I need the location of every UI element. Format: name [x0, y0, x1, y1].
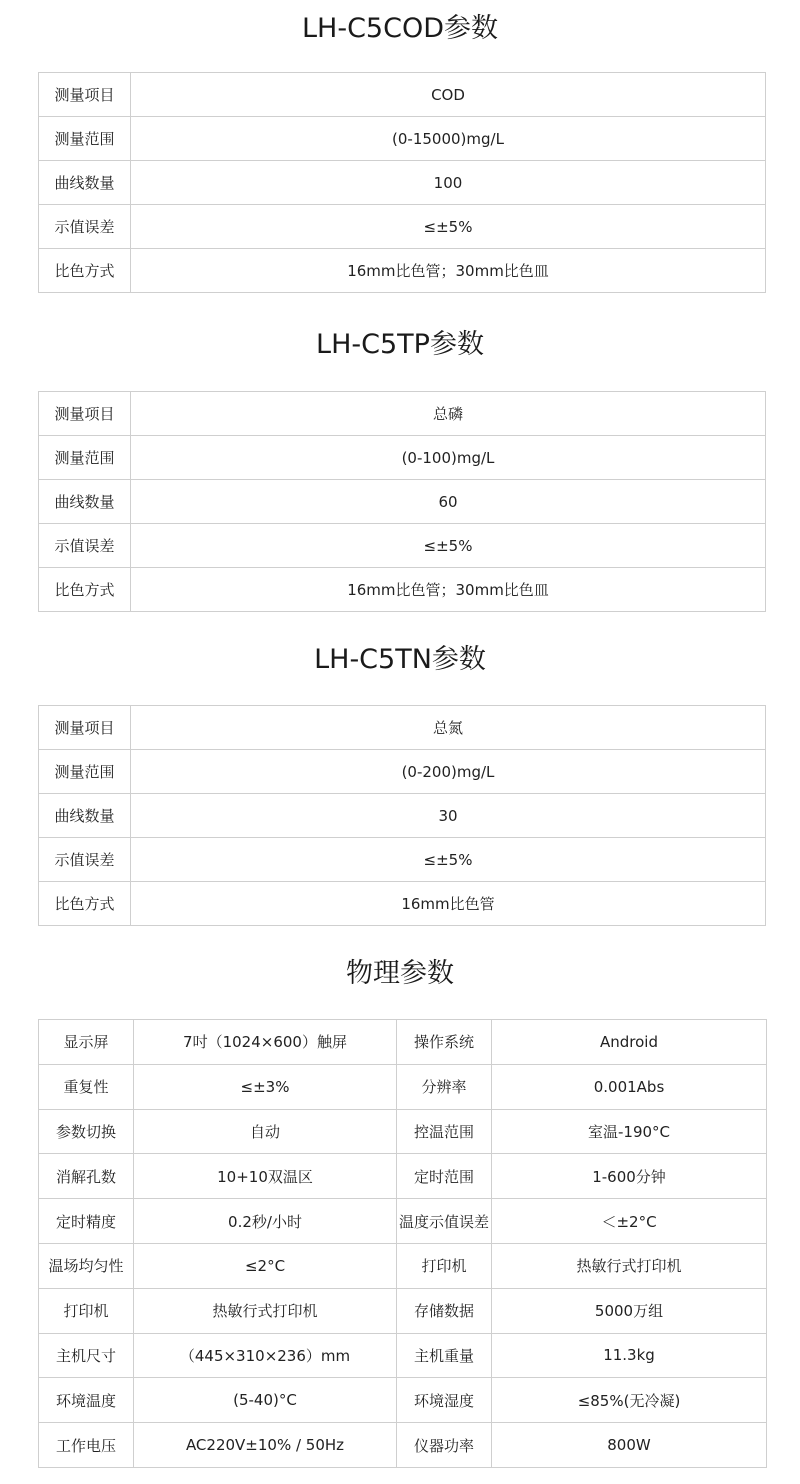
tp-label-range: 测量范围 — [39, 436, 131, 480]
phys-value: ≤2°C — [134, 1243, 397, 1288]
phys-label: 工作电压 — [39, 1423, 134, 1468]
phys-label: 重复性 — [39, 1064, 134, 1109]
phys-label: 显示屏 — [39, 1020, 134, 1065]
tp-label-error: 示值误差 — [39, 524, 131, 568]
tn-value-range: (0-200)mg/L — [131, 750, 766, 794]
table-row — [39, 1064, 767, 1109]
table-row — [39, 1333, 767, 1378]
cod-label-colorimetry: 比色方式 — [39, 249, 131, 293]
phys-value: ≤±3% — [134, 1064, 397, 1109]
phys-label: 环境温度 — [39, 1378, 134, 1423]
cod-spec-table — [38, 72, 766, 293]
tn-value-colorimetry: 16mm比色管 — [131, 882, 766, 926]
phys-label: 环境湿度 — [397, 1378, 492, 1423]
phys-label: 分辨率 — [397, 1064, 492, 1109]
table-row — [39, 1020, 767, 1065]
phys-value: 800W — [492, 1423, 767, 1468]
tn-label-item: 测量项目 — [39, 706, 131, 750]
phys-label: 参数切换 — [39, 1109, 134, 1154]
table-row — [39, 1243, 767, 1288]
tn-label-range: 测量范围 — [39, 750, 131, 794]
tp-section-title: LH-C5TP参数 — [316, 329, 484, 360]
table-row — [39, 794, 766, 838]
cod-label-range: 测量范围 — [39, 117, 131, 161]
phys-label: 主机尺寸 — [39, 1333, 134, 1378]
phys-value: ＜±2°C — [492, 1199, 767, 1244]
phys-label: 仪器功率 — [397, 1423, 492, 1468]
cod-value-colorimetry: 16mm比色管；30mm比色皿 — [131, 249, 766, 293]
phys-value: 10+10双温区 — [134, 1154, 397, 1199]
table-row — [39, 1154, 767, 1199]
cod-section-title: LH-C5COD参数 — [301, 13, 498, 44]
phys-label: 操作系统 — [397, 1020, 492, 1065]
cod-label-error: 示值误差 — [39, 205, 131, 249]
phys-value: 11.3kg — [492, 1333, 767, 1378]
table-row — [39, 73, 766, 117]
table-row — [39, 1109, 767, 1154]
tn-value-item: 总氮 — [131, 706, 766, 750]
table-row — [39, 1199, 767, 1244]
table-row — [39, 161, 766, 205]
phys-label: 主机重量 — [397, 1333, 492, 1378]
phys-label: 温场均匀性 — [39, 1243, 134, 1288]
phys-label: 消解孔数 — [39, 1154, 134, 1199]
phys-value: 热敏行式打印机 — [134, 1288, 397, 1333]
phys-label: 控温范围 — [397, 1109, 492, 1154]
tp-value-error: ≤±5% — [131, 524, 766, 568]
phys-value: AC220V±10% / 50Hz — [134, 1423, 397, 1468]
table-row — [39, 750, 766, 794]
phys-value: Android — [492, 1020, 767, 1065]
table-row — [39, 392, 766, 436]
phys-value: （445×310×236）mm — [134, 1333, 397, 1378]
phys-value: 自动 — [134, 1109, 397, 1154]
tp-label-item: 测量项目 — [39, 392, 131, 436]
phys-value: 热敏行式打印机 — [492, 1243, 767, 1288]
phys-label: 存储数据 — [397, 1288, 492, 1333]
phys-label: 打印机 — [39, 1288, 134, 1333]
table-row — [39, 205, 766, 249]
tp-label-curves: 曲线数量 — [39, 480, 131, 524]
tn-label-curves: 曲线数量 — [39, 794, 131, 838]
tn-spec-table — [38, 705, 766, 926]
tn-label-error: 示值误差 — [39, 838, 131, 882]
tp-spec-table — [38, 391, 766, 612]
phys-value: 5000万组 — [492, 1288, 767, 1333]
phys-value: 室温-190°C — [492, 1109, 767, 1154]
phys-label: 定时精度 — [39, 1199, 134, 1244]
phys-value: 7吋（1024×600）触屏 — [134, 1020, 397, 1065]
table-row — [39, 1288, 767, 1333]
phys-value: ≤85%(无冷凝) — [492, 1378, 767, 1423]
cod-value-item: COD — [131, 73, 766, 117]
cod-label-item: 测量项目 — [39, 73, 131, 117]
tp-label-colorimetry: 比色方式 — [39, 568, 131, 612]
phys-label: 定时范围 — [397, 1154, 492, 1199]
tn-section-title: LH-C5TN参数 — [314, 644, 486, 675]
table-row — [39, 436, 766, 480]
table-row — [39, 1378, 767, 1423]
phys-value: 0.001Abs — [492, 1064, 767, 1109]
physical-spec-table — [38, 1019, 767, 1468]
tp-value-range: (0-100)mg/L — [131, 436, 766, 480]
tn-value-error: ≤±5% — [131, 838, 766, 882]
table-row — [39, 480, 766, 524]
cod-value-curves: 100 — [131, 161, 766, 205]
tn-value-curves: 30 — [131, 794, 766, 838]
table-row — [39, 524, 766, 568]
tp-value-curves: 60 — [131, 480, 766, 524]
tp-value-colorimetry: 16mm比色管；30mm比色皿 — [131, 568, 766, 612]
phys-value: 0.2秒/小时 — [134, 1199, 397, 1244]
table-row — [39, 706, 766, 750]
table-row — [39, 249, 766, 293]
phys-label: 温度示值误差 — [397, 1199, 492, 1244]
tp-value-item: 总磷 — [131, 392, 766, 436]
phys-value: 1-600分钟 — [492, 1154, 767, 1199]
cod-value-error: ≤±5% — [131, 205, 766, 249]
cod-label-curves: 曲线数量 — [39, 161, 131, 205]
cod-value-range: (0-15000)mg/L — [131, 117, 766, 161]
table-row — [39, 838, 766, 882]
phys-label: 打印机 — [397, 1243, 492, 1288]
tn-label-colorimetry: 比色方式 — [39, 882, 131, 926]
physical-section-title: 物理参数 — [346, 958, 454, 989]
table-row — [39, 1423, 767, 1468]
table-row — [39, 882, 766, 926]
table-row — [39, 568, 766, 612]
phys-value: (5-40)°C — [134, 1378, 397, 1423]
table-row — [39, 117, 766, 161]
